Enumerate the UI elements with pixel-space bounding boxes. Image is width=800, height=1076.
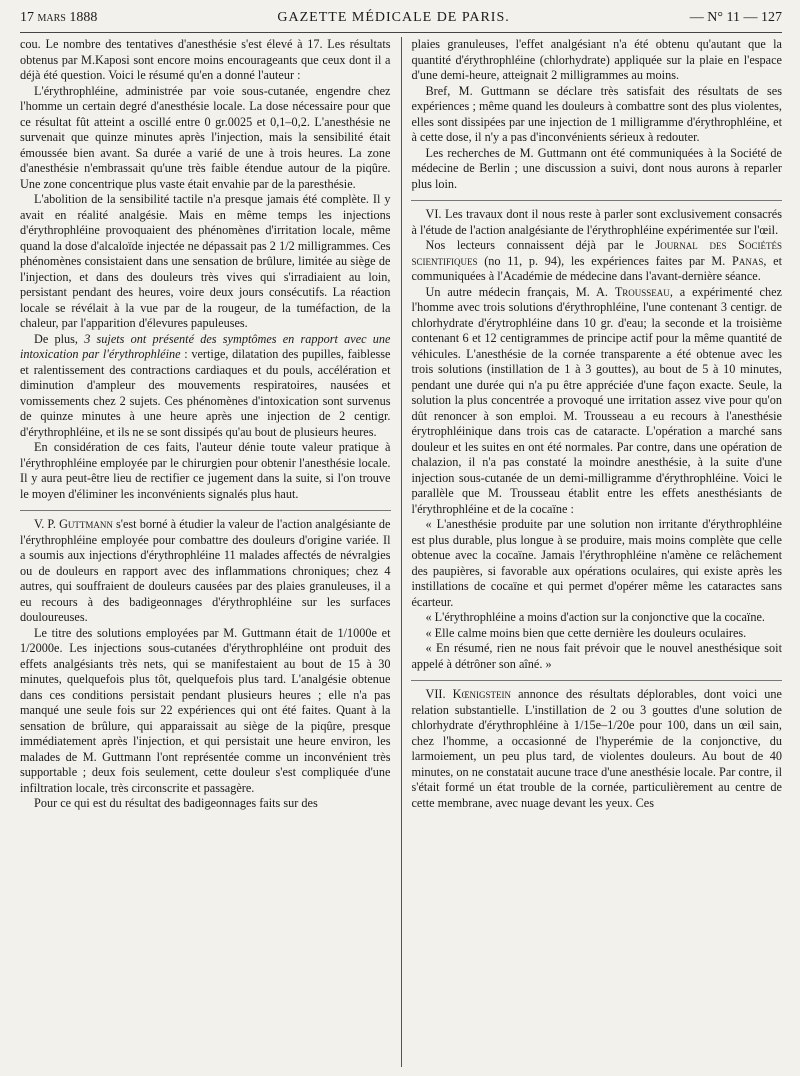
- section-v: [20, 517, 391, 626]
- section-divider: [20, 510, 391, 511]
- paragraph: L'abolition de la sensibilité tactile n'a presque jamais été complète. Il y avait en réalité analgésie. Mais en même temps les injections d'érythrophléine provoquaient des phénomènes d'irritation locale, même quand la dose d'alcaloïde injectée ne dépassait pas 2 1/2 milligrammes. Ces phénomènes consistaient dans une sensation de brûlure, limitée au siège de l'injection, et dans des douleurs très vives qui s'irradiaient au loin, persistant pendant des heures, voire deux jours consécutifs. La réaction locale se révélait à la vue par de la rougeur, de la tuméfaction, de la chaleur, par l'apparition d'élevures papuleuses.: [20, 192, 391, 330]
- section-divider: [411, 680, 782, 681]
- section-label: V. P.: [34, 517, 60, 531]
- paragraph: L'érythrophléine, administrée par voie sous-cutanée, engendre chez l'homme un certain degré d'anesthésie locale. La dose nécessaire pour que ce résultat fût atteint a oscillé entre 0 gr.0025 et 0,1–0,2. L'anesthésie ne survenait que quinze minutes après l'injection, mais la sensibilité était émoussée bien avant. Sa durée a varié de une à trois heures. La zone d'anesthésie n'embrassait qu'une très faible étendue autour de la piqûre. Une zone concentrique plus vaste était envahie par de la paresthésie.: [20, 83, 391, 191]
- quotation: « L'érythrophléine a moins d'action sur la conjonctive que la cocaïne.: [425, 610, 765, 624]
- text-run: De plus,: [34, 331, 85, 346]
- paragraph: Pour ce qui est du résultat des badigeonnages faits sur des: [34, 796, 318, 810]
- author-name: Kœnigstein: [452, 687, 511, 701]
- text-run: Un autre médecin français, M. A.: [425, 284, 615, 299]
- section-label: VII.: [425, 687, 453, 701]
- two-column-body: [20, 37, 782, 1067]
- paragraph: [20, 332, 391, 441]
- section-vii: [411, 687, 782, 811]
- paragraph: [411, 285, 782, 518]
- quotation: « L'anesthésie produite par une solution non irritante d'érythrophléine est plus durable, plus longue à se produire, mais moins complète que celle obtenue avec la cocaïne. Jamais l'érythrophléine n'amène ce relâchement des paupières, si favorable aux opérations oculaires, qui existe après les instillations de cocaïne et qui permet d'opérer même les cataractes sans écarteur.: [411, 517, 782, 609]
- right-column: [411, 37, 782, 1067]
- paragraph: Bref, M. Guttmann se déclare très satisfait des résultats de ses expériences ; même quand les douleurs à combattre sont des plus violentes, elles sont dissipées par une injection de 1 milligramme d'érythrophléine, et à cette dose, il n'y a pas d'inconvénients sérieux à redouter.: [411, 83, 782, 144]
- text-run: : vertige, dilatation des pupilles, faiblesse et ralentissement des contractions cardiaques et du pouls, accélération et diminution d'ampleur des mouvements respiratoires, nausées et vomissements chez 2 sujets. Ces phénomènes d'intoxication sont survenus de quinze minutes à une heure après une injection de 2 centigr. d'érythrophléine, et ils ne se sont dissipés qu'au bout de plusieurs heures.: [20, 347, 391, 439]
- text-run: (no 11, p. 94), les expériences faites par M.: [477, 253, 733, 268]
- running-header: [20, 10, 782, 32]
- column-separator: [401, 37, 402, 1067]
- paragraph: cou. Le nombre des tentatives d'anesthésie s'est élevé à 17. Les résultats obtenus par M.Kaposi sont encore moins encourageants que ceux dont il a déjà été question. Voici le résumé qu'en a donné l'auteur :: [20, 37, 391, 82]
- author-name: Panas: [732, 253, 764, 268]
- quotation: « Elle calme moins bien que cette dernière les douleurs oculaires.: [425, 625, 747, 640]
- header-issue: — N° 11 — 127: [689, 10, 782, 25]
- paragraph: plaies granuleuses, l'effet analgésiant n'a été obtenu qu'autant que la quantité d'érythrophléine (chlorhydrate) appliquée sur la plaie en l'espace d'une demi-heure, atteignait 2 milligrammes au moins.: [411, 37, 782, 82]
- header-title: GAZETTE MÉDICALE DE PARIS.: [277, 10, 510, 25]
- header-date: 17 mars 1888: [20, 10, 98, 25]
- section-divider: [411, 200, 782, 201]
- paragraph: [411, 238, 782, 285]
- journal-name: Journal des Sociétés scientifiques: [411, 238, 782, 268]
- text-run: s'est borné à étudier la valeur de l'action analgésiante de l'érythrophléine employée pour combattre des douleurs d'origine variée. Il a soumis aux injections d'érythrophléine 11 malades affectés de névralgies ou de douleurs en rapport avec des inflammations chroniques; chez 4 autres, qui souffraient de douleurs causées par des plaies granuleuses, il a eu recours à des badigeonnages d'érythrophléine sur les surfaces douloureuses.: [20, 517, 391, 624]
- paragraph: En considération de ces faits, l'auteur dénie toute valeur pratique à l'érythrophléine employée par le chirurgien pour obtenir l'anesthésie locale. Il y aura peut-être lieu de rectifier ce jugement dans la suite, si l'on trouve le moyen d'éliminer les inconvénients signalés plus haut.: [20, 440, 391, 501]
- left-column: [20, 37, 391, 1067]
- text-run: annonce des résultats déplorables, dont voici une relation substantielle. L'instillation de 2 ou 3 gouttes d'une solution de chlorhydrate d'érythrophléine à 1/15e–1/20e pour 100, dans un œil sain, chez l'homme, a occasionné de l'hyperémie de la conjonctive, du larmoiement, un peu plus tard, de violentes douleurs. Au bout de 40 minutes, on ne constatait aucune trace d'une anesthésie locale. Par contre, il s'était formé un état trouble de la cornée, particulièrement au centre de cette membrane, avec nuage devant les yeux. Ces: [411, 687, 782, 810]
- section-vi: VI. Les travaux dont il nous reste à parler sont exclusivement consacrés à l'étude de l'action analgésiante de l'érythrophléine expérimentée sur l'œil.: [411, 207, 782, 237]
- author-name: Trousseau: [614, 284, 670, 299]
- emphasis: 3 sujets ont présenté des symptômes en rapport avec une intoxication par l'érythrophléine: [20, 331, 391, 361]
- author-name: Guttmann: [59, 517, 113, 531]
- quotation: « En résumé, rien ne nous fait prévoir que le nouvel anesthésique soit appelé à détrôner son aîné. »: [411, 641, 782, 671]
- text-run: Nos lecteurs connaissent déjà par le: [425, 238, 656, 252]
- paragraph: Les recherches de M. Guttmann ont été communiquées à la Société de médecine de Berlin ; une discussion a suivi, dont nous aurons à reparler plus loin.: [411, 145, 782, 191]
- header-rule: [20, 32, 782, 33]
- text-run: , et communiquées à l'Académie de médecine dans l'avant-dernière séance.: [411, 253, 782, 283]
- text-run: , a expérimenté chez l'homme avec trois solutions d'érythrophléine, l'une contenant 3 centigr. de chlorhydrate d'érytrophléine dans 10 gr. d'eau; la seconde et la troisième contenant 6 et 12 centigrammes de principe actif pour la même quantité de véhicules. L'anesthésie de la cornée transparente a été obtenue avec les trois solutions (instillation de 1 à 3 gouttes), au bout de 5 à 10 minutes, pendant une durée qui n'a pu être appréciée d'une façon exacte. Seule, la solution la plus concentrée a provoqué une irritation assez vive pour qu'on dût renoncer à son emploi. M. Trousseau a eu recours à l'anesthésie érytrophléinique dans trois cas de cataracte. L'opération a marché sans douleur et les suites en ont été normales. Par contre, dans une opération de chalazion, il n'a pas constaté la moindre anesthésie, à la suite d'une injection sous-cutanée de un demi-milligramme d'érythrophléine. Voici le parallèle que M. Trousseau établit entre les effets anesthésiants de l'érythrophléine et de la cocaïne :: [411, 284, 782, 516]
- paragraph: Le titre des solutions employées par M. Guttmann était de 1/1000e et 1/2000e. Les injections sous-cutanées d'érythrophléine ont produit des effets analgésiants très nets, qui se manifestaient au bout de 15 à 30 minutes, quelquefois plus tôt, quelquefois plus tard. L'analgésie obtenue dans ces conditions persistait pendant plusieurs heures ; elle n'a pas manqué une seule fois sur 22 expériences qui ont été faites. Quant à la sensation de brûlure, qui apparaissait au siège de la piqûre, presque immédiatement après l'injection, et qui persistait une heure environ, les malades de M. Guttmann l'ont représentée comme un inconvénient très supportable ; deux fois seulement, cette douleur s'est compliquée d'une infiltration locale, très circonscrite et passagère.: [20, 625, 391, 795]
